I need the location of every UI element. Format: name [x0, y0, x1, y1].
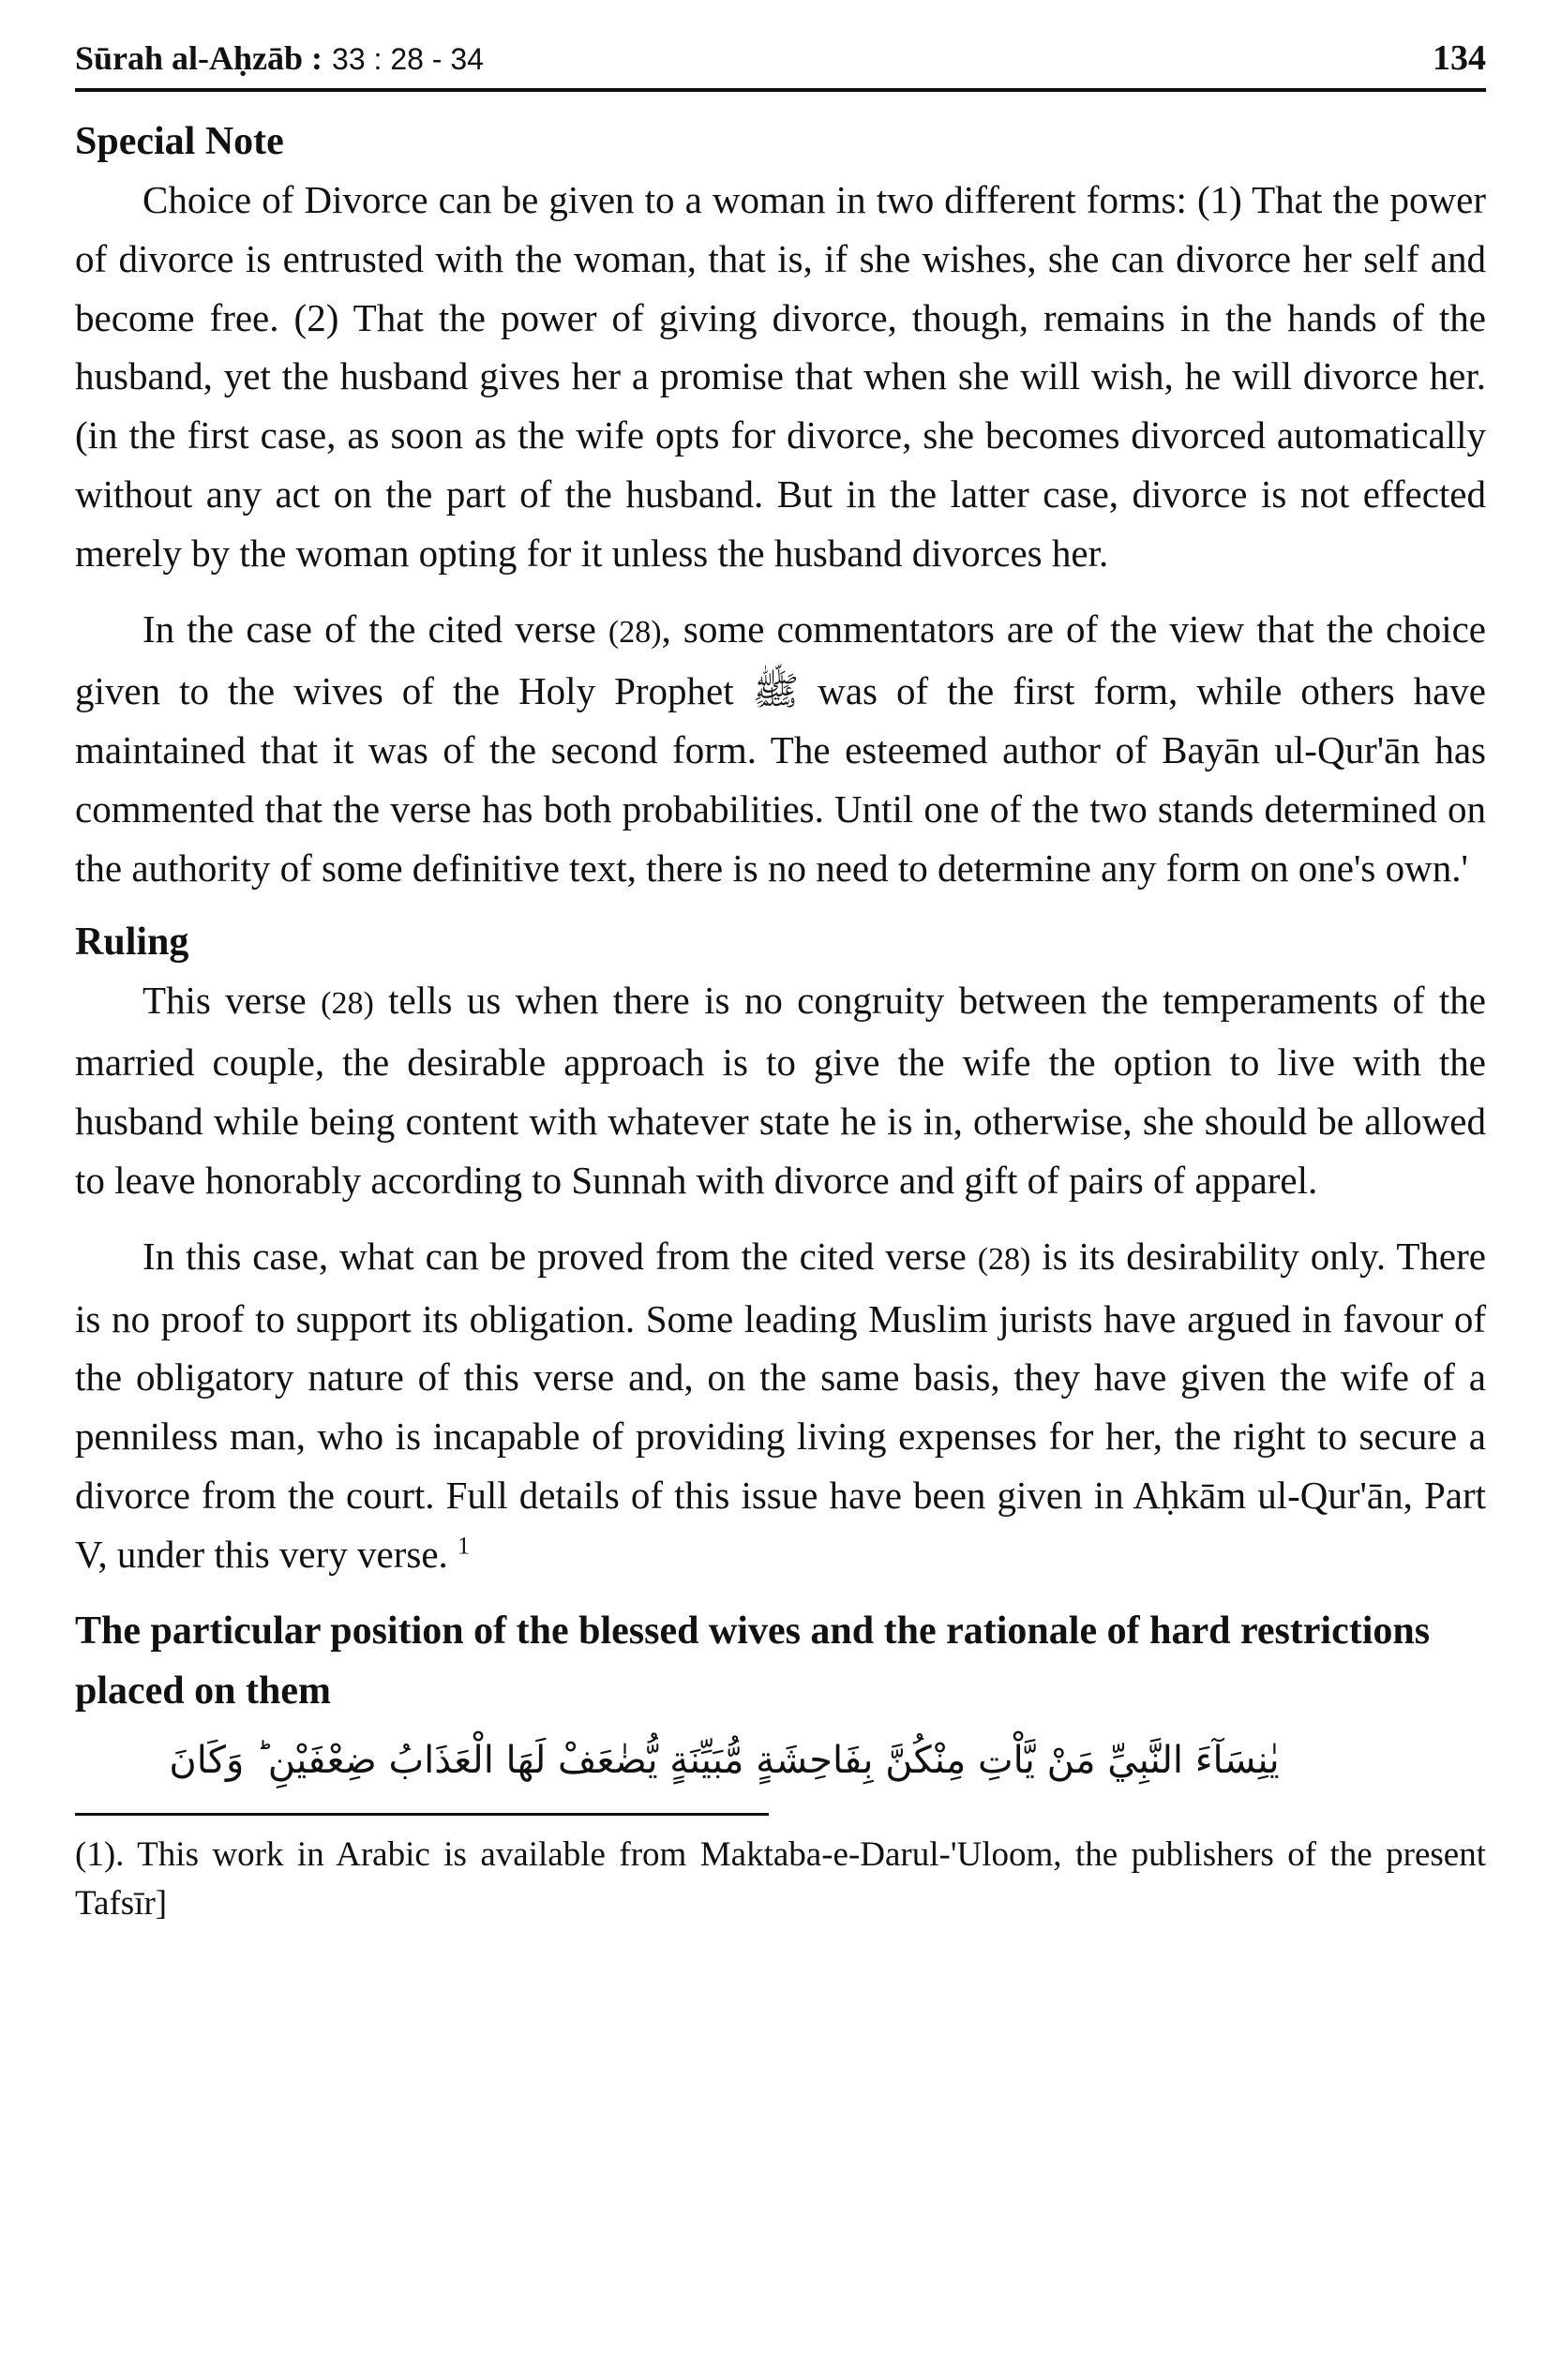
header-title — [75, 38, 484, 78]
verse-reference: 33 : 28 - 34 — [332, 42, 484, 76]
surah-name: Sūrah al-Aḥzāb : — [75, 39, 323, 77]
verse-number: (28) — [608, 614, 662, 650]
paragraph-text: In this case, what can be proved from the cited verse — [143, 1234, 978, 1278]
section-heading: The particular position of the blessed wives and the rationale of hard restrictions placed on them — [75, 1609, 1431, 1713]
special-note-paragraph-2 — [75, 600, 1486, 898]
page — [75, 37, 1486, 1928]
footnote-marker: 1 — [458, 1532, 471, 1560]
paragraph-text: , some commentators are of the view that the choice given to the wives of the Holy Prophet ﷺ was of the first form, while others have maintained that it was of the second form. The esteemed author of Bayān ul-Qur'ān has commented that the verse has both probabilities. Until one of the two stands determined on the authority of some definitive text, there is no need to determine any form on one's own.' — [75, 606, 1487, 890]
paragraph-text: In the case of the cited verse — [143, 606, 608, 651]
ruling-paragraph-1 — [75, 971, 1486, 1210]
verse-number: (28) — [977, 1241, 1031, 1277]
footnote: (1). This work in Arabic is available from Maktaba-e-Darul-'Uloom, the publishers of the present Tafsīr] — [75, 1834, 1486, 1923]
ruling-paragraph-2 — [75, 1227, 1486, 1584]
arabic-verse: يٰنِسَآءَ النَّبِيِّ مَنْ يَّاْتِ مِنْكُنَّ بِفَاحِشَةٍ مُّبَيِّنَةٍ يُّضٰعَفْ لَهَا الْعَذَابُ ضِعْفَيْنِ ؕ وَكَانَ — [169, 1738, 1280, 1782]
ruling-heading: Ruling — [75, 920, 189, 964]
page-number: 134 — [1433, 38, 1486, 78]
footnote-divider — [75, 1813, 769, 1816]
special-note-paragraph-1: Choice of Divorce can be given to a woman in two different forms: (1) That the power of divorce is entrusted with the woman, that is, if she wishes, she can divorce her self and become free. (2) That the power of giving divorce, though, remains in the hands of the husband, yet the husband gives her a promise that when she will wish, he will divorce her. (in the first case, as soon as the wife opts for divorce, she becomes divorced automatically without any act on the part of the husband. But in the latter case, divorce is not effected merely by the woman opting for it unless the husband divorces her. — [75, 178, 1486, 575]
paragraph-text: This verse — [143, 978, 322, 1022]
verse-number: (28) — [321, 985, 374, 1021]
special-note-heading: Special Note — [75, 120, 284, 163]
paragraph-text: is its desirability only. There is no proof to support its obligation. Some leading Muslim jurists have argued in favour of the obligatory nature of this verse and, on the same basis, they have given the wife of a penniless man, who is incapable of providing living expenses for her, the right to secure a divorce from the court. Full details of this issue have been given in Aḥkām ul-Qur'ān, Part V, under this very verse. — [75, 1234, 1486, 1576]
running-header — [75, 37, 1486, 92]
paragraph-text: tells us when there is no congruity between the temperaments of the married couple, the desirable approach is to give the wife the option to live with the husband while being content with whatever state he is in, otherwise, she should be allowed to leave honorably according to Sunnah with divorce and gift of pairs of apparel. — [75, 978, 1486, 1202]
